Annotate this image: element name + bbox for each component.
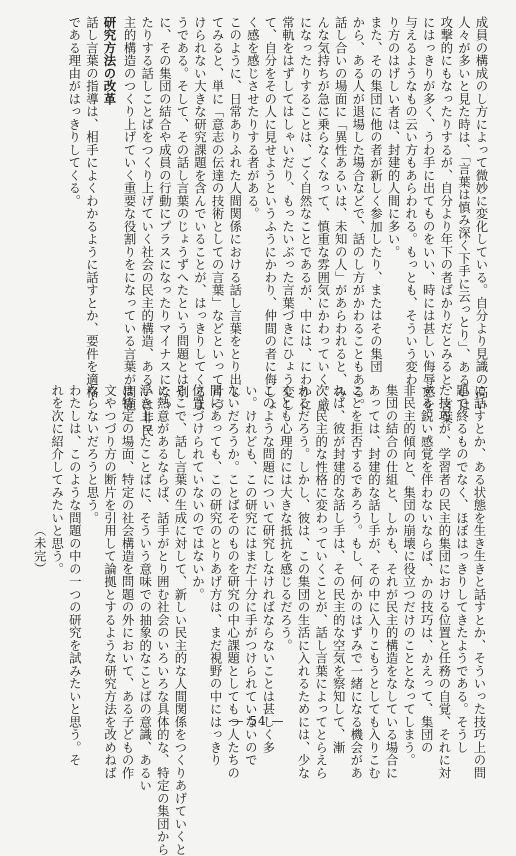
text-column: 集団の結合の仕組と、しかも、それが民主的構造をなしている場合に <box>384 384 400 780</box>
text-column: になったりすることは、ごく自然なことであるが、中には、にわかに <box>298 16 314 412</box>
text-column: れば、彼が封建的な話し手は、その民主的な空気を察知して、漸 <box>331 384 347 754</box>
text-column: 成員の構成のし方によって微妙に変化している。自分より見識の高い <box>474 16 489 412</box>
section-heading-block <box>66 16 118 399</box>
text-column: けられない大きな研究課題を含んでいることが、はっきりしてくるよ <box>192 16 208 412</box>
text-column: 文やつづり方の断片を引用して論拠とするような研究方法を改めねば <box>102 384 118 780</box>
text-column: たりする話しことばをつくり上げていく社会の民主的構造、あるいは非民 <box>139 16 155 437</box>
text-column: 常軌をはずしてはしゃいだり、もったいぶった言葉づきにひょう変し <box>280 16 296 412</box>
text-column: このような問題について研究しなければならないことは甚しく多 <box>260 384 276 754</box>
text-column: れるだろう。しかし、彼は、この集団の生活に入れるためには、少な <box>296 384 312 780</box>
text-column: ならないだろうと思う。 <box>84 384 100 525</box>
text-column: 人々が多いと見た時は、「言葉は慎み深く下手に云っとり」、あるいは <box>456 16 472 412</box>
page-number: — 54 — <box>231 714 285 728</box>
text-column: 次、民主的な性格に変わっていくことが、話し言葉によってとらえら <box>313 384 329 780</box>
text-column: 主的構造のつくり上げていく重要な役割りをになっている言葉が問題 <box>122 16 138 412</box>
text-column: くとも心理的には大きな抵抗を感じるだろう。 <box>278 384 294 652</box>
text-column: く感を感じさせたりする者がある。 <box>245 16 261 220</box>
text-column: ことを拒否するであろう。もし、何かのはずみで一緒になる機会があ <box>348 384 364 780</box>
text-column: てみると、単に「意志の伝達の技術としての言葉」などといって片づ <box>210 16 226 412</box>
heading-text-line: である理由がはっきりしてくる。 <box>66 16 82 208</box>
text-column: に話すとか、ある状態を生き生きと話すとか、そういった技巧上の問 <box>472 384 487 780</box>
text-column: このように、日常ありふれた人間関係における話し言葉をとり出し <box>227 16 243 399</box>
text-column: うである。そして、その話し言葉のじょうずへたという問題とは別 <box>174 16 190 399</box>
text-column: れを次に紹介してみたいと思う。 <box>49 384 65 576</box>
upper-text-block <box>122 16 490 437</box>
text-column: そこで、話し言葉の生成に対して、新しい民主的な人間関係をつくりあげていくと <box>172 384 188 856</box>
text-column: また、その集団に他の者が新しく参加したり、またはその集団 <box>368 16 384 373</box>
text-column: んな気持ちが急に乗らなくなって、慎重な雰囲気にかわっていく。厳 <box>315 16 331 412</box>
text-column: い。けれども、この研究にはまだ十分に手がつけられていないので <box>243 384 259 767</box>
text-column: にはっきりが多く、うわ手に出てものをいい、時には甚しい侮辱感を <box>421 16 437 412</box>
text-column: 浮き上ったことばに、そういう意味での抽象的なことばの意識、あるい <box>137 384 153 792</box>
text-column: 話し合いの場面に「異性あるいは、未知の人」があらわれると、み <box>333 16 349 399</box>
text-column: に、その集団の結合や成員の行動にプラスになったりマイナスになっ <box>157 16 173 412</box>
text-column: 攻撃的にもなったりするが、自分より年下の者ばかりだとみると、言葉 <box>438 16 454 424</box>
text-column: は特定の場面、特定の社会構造を問題の外において、ある子どもの作 <box>120 384 136 780</box>
section-heading: 研究方法の改革 <box>102 16 117 106</box>
text-column: 非民主的傾向と、集団の崩壊に役立つだけのこととなってしまう。 <box>401 384 417 767</box>
text-column: 与えるようなもの云い方もあらわれる。もっとも、そういう変わ <box>403 16 419 386</box>
text-column: わたしは、このような問題の中の一つの研究を試みたいと思う。そ <box>67 384 83 767</box>
text-column: 題で終るものでなく、ほぼはっきりしてきたようである。そうし <box>454 384 470 754</box>
end-mark: （未完） <box>32 524 48 575</box>
text-column: する鋭い感覚を伴わないならば、かの技巧は、かえって、集団の <box>419 384 435 754</box>
text-column: から、ある人が退場した場合などで、話のし方がかわることもある。 <box>350 16 366 412</box>
text-column: 間にあっても、この研究のとりあげ方は、まだ視野の中にはっきり <box>208 384 224 767</box>
text-column: て、自分をその人に見せようというふうにかわり、仲間の者に侮しょ <box>262 16 278 412</box>
text-column: あっては、封建的な話し手が、その中に入りこもうとしても入りこむ <box>366 384 382 780</box>
text-column: り方のはげしい者は、封建的人間に多い。 <box>386 16 402 259</box>
text-column: た技巧が、学習者の民主的集団における位置と任務の自覚、それに対 <box>436 384 452 780</box>
text-column: ないだろうか。ことばそのものを研究の中心課題としてもつ人たちの <box>225 384 241 780</box>
text-column: 位置づけられていないのではないか。 <box>190 384 206 601</box>
text-column: に熱意があるならば、話手がとり囲む社会のいろいろな具体的な、特定の集団から <box>155 384 171 856</box>
heading-text-line: 話し言葉の指導は、相手によくわかるように話すとか、要件を適格 <box>84 16 100 399</box>
